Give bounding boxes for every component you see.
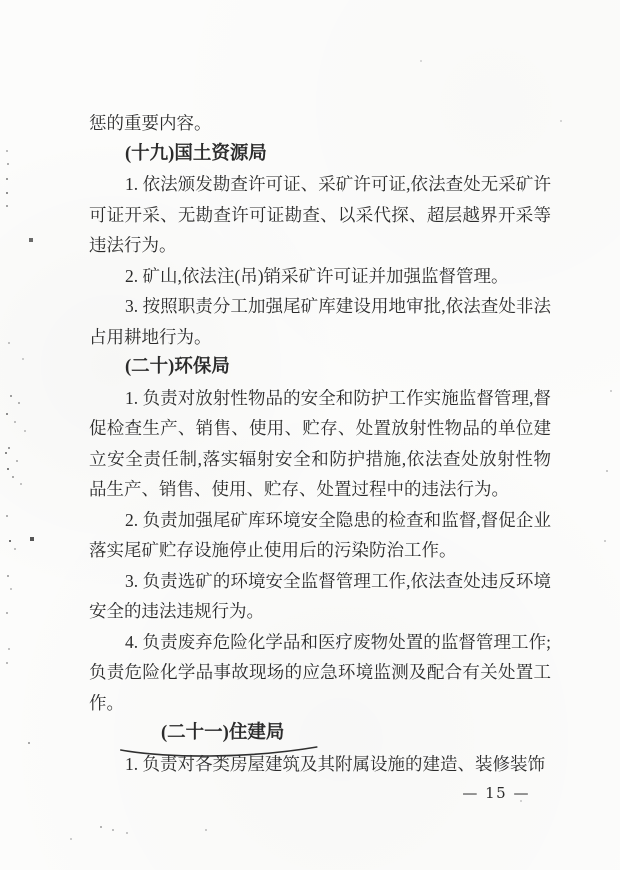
- text: 3. 负责选矿的环境安全监督管理工作,依法查处违反环境安全的违法违规行为。: [89, 570, 551, 621]
- text: (二十)环保局: [125, 357, 230, 377]
- text: 2. 矿山,依法注(吊)销采矿许可证并加强监督管理。: [125, 265, 509, 286]
- paragraph: [89, 291, 551, 352]
- paragraph: [89, 566, 551, 627]
- text: 惩的重要内容。: [89, 113, 212, 133]
- section-heading: [89, 139, 551, 170]
- text: (十九)国土资源局: [125, 143, 267, 164]
- text: 1. 依法颁发勘查许可证、采矿许可证,依法查处无采矿许可证开采、无勘查许可证勘查、以采代探、超层越界开采等违法行为。: [89, 174, 551, 255]
- text: 1. 负责对各类房屋建筑及其附属设施的建造、装修装饰: [125, 753, 545, 774]
- continuation-line: [89, 108, 551, 139]
- text: 4. 负责废弃危险化学品和医疗废物处置的监督管理工作;负责危险化学品事故现场的应急环境监测及配合有关处置工作。: [89, 631, 551, 713]
- document-body: [89, 108, 551, 779]
- paragraph: [89, 627, 551, 719]
- text: 1. 负责对放射性物品的安全和防护工作实施监督管理,督促检查生产、销售、使用、贮存、处置放射性物品的单位建立安全责任制,落实辐射安全和防护措施,依法查处放射性物品生产、销售、使用、贮存、处置过程中的违法行为。: [89, 387, 551, 499]
- text: 3. 按照职责分工加强尾矿库建设用地审批,依法查处非法占用耕地行为。: [89, 296, 551, 347]
- paragraph: [89, 505, 551, 566]
- page-number: — 15 —: [462, 784, 530, 802]
- text: 2. 负责加强尾矿库环境安全隐患的检查和监督,督促企业落实尾矿贮存设施停止使用后的污染防治工作。: [89, 509, 551, 560]
- paragraph: [89, 261, 551, 292]
- scan-noise-specks: [0, 0, 2, 2]
- text: (二十一)住建局: [125, 718, 284, 749]
- paragraph: [89, 383, 551, 505]
- section-heading-underlined: [89, 718, 551, 749]
- paragraph: [89, 749, 551, 780]
- section-heading: [89, 352, 551, 383]
- paragraph: [89, 169, 551, 261]
